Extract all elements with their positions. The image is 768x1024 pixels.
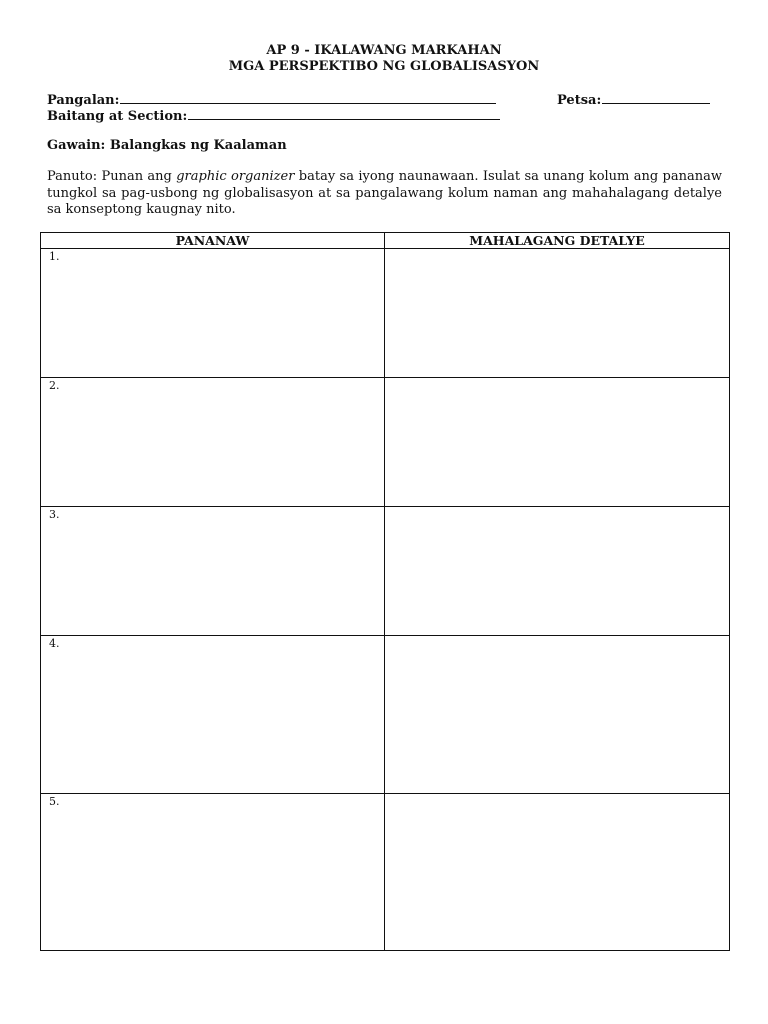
detail-cell[interactable]	[385, 636, 730, 794]
column-header-detalye: MAHALAGANG DETALYE	[385, 233, 730, 249]
row-number: 1.	[49, 250, 60, 263]
table-row	[41, 636, 730, 794]
pananaw-cell[interactable]	[41, 507, 385, 636]
pananaw-cell[interactable]	[41, 378, 385, 507]
detail-cell[interactable]	[385, 378, 730, 507]
activity-title: Gawain: Balangkas ng Kaalaman	[47, 138, 287, 153]
section-label: Baitang at Section:	[47, 109, 188, 124]
instructions-suffix: batay sa iyong naunawaan. Isulat sa unang kolum ang pananaw tungkol sa pag-usbong ng globalisasyon at sa pangalawang kolum naman ang mahahalagang detalye sa konseptong kaugnay nito.	[47, 169, 722, 217]
section-field	[47, 107, 500, 125]
row-number: 3.	[49, 508, 60, 521]
section-blank-line[interactable]	[188, 107, 500, 120]
instructions-emphasis: graphic organizer	[176, 169, 295, 184]
worksheet-subtitle: MGA PERSPEKTIBO NG GLOBALISASYON	[228, 59, 540, 74]
worksheet-title: AP 9 - IKALAWANG MARKAHAN	[266, 43, 502, 58]
name-blank-line[interactable]	[120, 91, 496, 104]
date-label: Petsa:	[557, 93, 602, 108]
detail-cell[interactable]	[385, 507, 730, 636]
row-number: 5.	[49, 795, 60, 808]
table-row	[41, 249, 730, 378]
graphic-organizer-table	[40, 232, 730, 951]
instructions-prefix: Panuto: Punan ang	[47, 169, 177, 184]
date-blank-line[interactable]	[602, 91, 710, 104]
name-label: Pangalan:	[47, 93, 120, 108]
table-header-row	[41, 233, 730, 249]
row-number: 2.	[49, 379, 60, 392]
detail-cell[interactable]	[385, 249, 730, 378]
table-row	[41, 794, 730, 951]
detail-cell[interactable]	[385, 794, 730, 951]
pananaw-cell[interactable]	[41, 794, 385, 951]
column-header-pananaw: PANANAW	[41, 233, 385, 249]
date-field	[557, 91, 710, 109]
pananaw-cell[interactable]	[41, 636, 385, 794]
instructions-paragraph	[47, 169, 722, 219]
row-number: 4.	[49, 637, 60, 650]
table-row	[41, 507, 730, 636]
pananaw-cell[interactable]	[41, 249, 385, 378]
table-row	[41, 378, 730, 507]
